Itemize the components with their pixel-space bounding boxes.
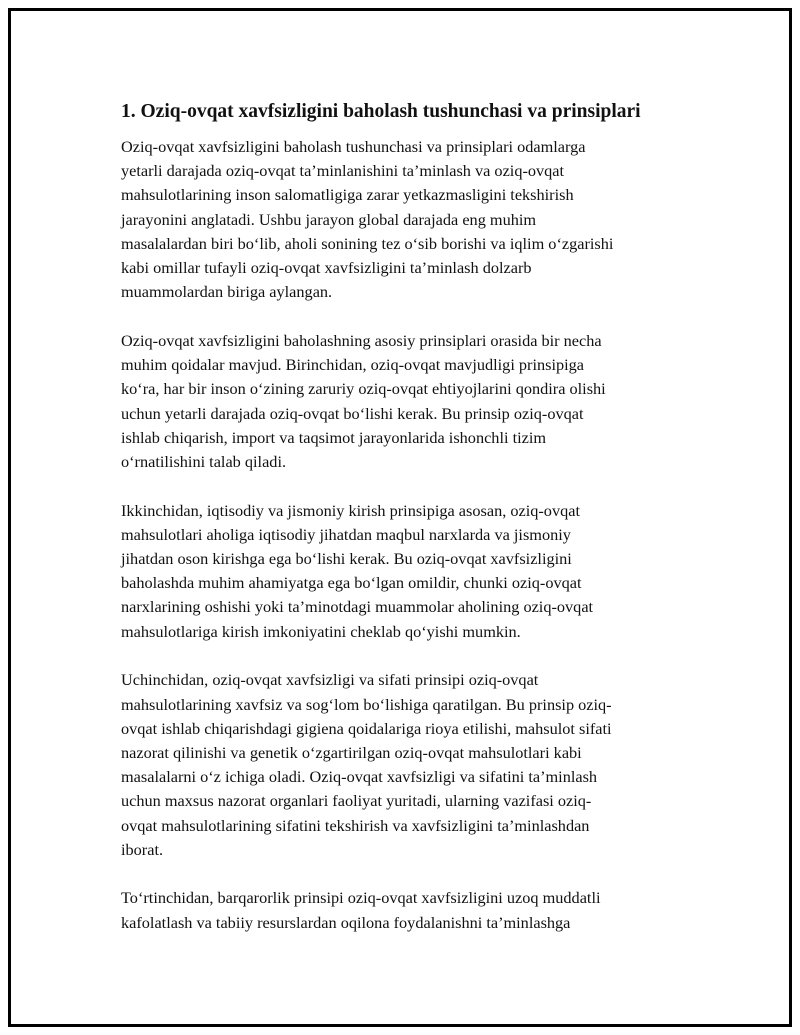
section-heading: 1. Oziq-ovqat xavfsizligini baholash tushunchasi va prinsiplari	[121, 101, 641, 122]
paragraph-4: Uchinchidan, oziq-ovqat xavfsizligi va sifati prinsipi oziq-ovqat mahsulotlarining xavfsiz va sog‘lom bo‘lishiga qaratilgan. Bu prinsip oziq- ovqat ishlab chiqarishdagi gigiena qoidalariga rioya etilishi, mahsulot sifati nazorat qilinishi va genetik o‘zgartirilgan oziq-ovqat mahsulotlari kabi masalalarni o‘z ichiga oladi. Oziq-ovqat xavfsizligi va sifatini ta’minlash uchun maxsus nazorat organlari faoliyat yuritadi, ularning vazifasi oziq- ovqat mahsulotlarining sifatini tekshirish va xavfsizligini ta’minlashdan iborat.	[121, 670, 612, 859]
page-frame	[8, 8, 792, 1027]
paragraph-3: Ikkinchidan, iqtisodiy va jismoniy kirish prinsipiga asosan, oziq-ovqat mahsulotlari aholiga iqtisodiy jihatdan maqbul narxlarda va jismoniy jihatdan oson kirishga ega bo‘lishi kerak. Bu oziq-ovqat xavfsizligini baholashda muhim ahamiyatga ega bo‘lgan omildir, chunki oziq-ovqat narxlarining oshishi yoki ta’minotdagi muammolar aholining oziq-ovqat mahsulotlariga kirish imkoniyatini cheklab qo‘yishi mumkin.	[121, 500, 594, 641]
paragraph-2: Oziq-ovqat xavfsizligini baholashning asosiy prinsiplari orasida bir necha muhim qoidalar mavjud. Birinchidan, oziq-ovqat mavjudligi prinsipiga ko‘ra, har bir inson o‘zining zaruriy oziq-ovqat ehtiyojlarini qondira olishi uchun yetarli darajada oziq-ovqat bo‘lishi kerak. Bu prinsip oziq-ovqat ishlab chiqarish, import va taqsimot jarayonlarida ishonchli tizim o‘rnatilishini talab qiladi.	[121, 330, 606, 471]
document-body	[121, 99, 691, 959]
paragraph-5: To‘rtinchidan, barqarorlik prinsipi oziq-ovqat xavfsizligini uzoq muddatli kafolatlash va tabiiy resurslardan oqilona foydalanishni ta’minlashga	[121, 888, 601, 932]
paragraph-1: Oziq-ovqat xavfsizligini baholash tushunchasi va prinsiplari odamlarga yetarli darajada oziq-ovqat ta’minlanishini ta’minlash va oziq-ovqat mahsulotlarining inson salomatligiga zarar yetkazmasligini tekshirish jarayonini anglatadi. Ushbu jarayon global darajada eng muhim masalalardan biri bo‘lib, aholi sonining tez o‘sib borishi va iqlim o‘zgarishi kabi omillar tufayli oziq-ovqat xavfsizligini ta’minlash dolzarb muammolardan biriga aylangan.	[121, 137, 614, 302]
